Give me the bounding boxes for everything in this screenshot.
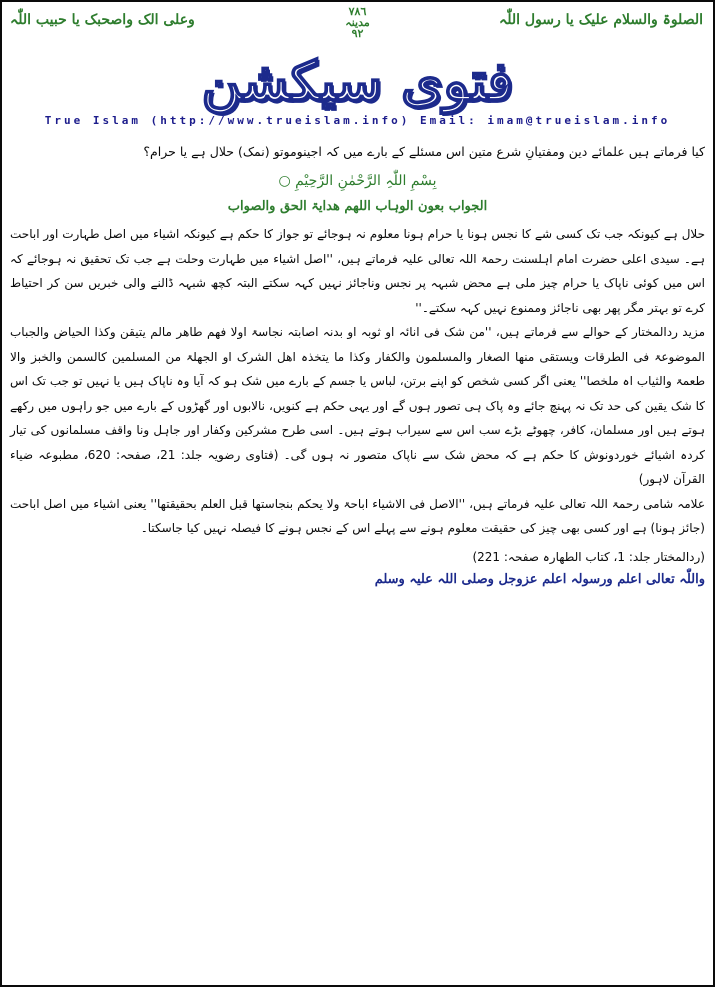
answer-paragraph: حلال ہے کیونکہ جب تک کسی شے کا نجس ہونا یا حرام ہونا معلوم نہ ہوجائے تو جواز کا حکم ہے کیونکہ اشیاء میں اصل طہارت اور اباحت ہے۔ سیدی اعلی حضرت امام اہلسنت رحمۃ اللہ تعالی علیہ فرماتے ہیں، ''اصل اشیاء میں طہارت وحلت ہے جب تک تحقیق نہ ہوجائے کہ اس میں کوئی ناپاک یا حرام چیز ملی ہے محض شبہہ پر نجس وناجائز نہیں کہہ سکتے البتہ کچھ شبہہ ڈالنے والی خبریں سن کر احتیاط کرے تو بہتر مگر پھر بھی ناجائز وممنوع نہیں کہہ سکتے۔'' bbox=[10, 227, 705, 315]
bismillah: بِسْمِ اللّٰہِ الرَّحْمٰنِ الرَّحِیْمِ ○ bbox=[278, 173, 437, 189]
fatwa-content bbox=[10, 136, 705, 591]
answer-heading: الجواب بعون الوہاب اللھم ھدایۃ الحق والصواب bbox=[227, 199, 488, 214]
salutation-left: وعلی الک واصحبک یا حبیب اللّٰہ bbox=[10, 12, 195, 28]
reference-citation: (ردالمختار جلد: 1، کتاب الطھارہ صفحہ: 221) bbox=[472, 549, 705, 564]
question-text: کیا فرماتے ہیں علمائے دین ومفتیانِ شرع متین اس مسئلے کے بارے میں کہ اجینوموتو (نمک) حلال ہے یا حرام؟ bbox=[143, 144, 705, 159]
date-line-2: مدینہ bbox=[345, 16, 370, 29]
site-info-line: True Islam (http://www.trueislam.info) Email: imam@trueislam.info bbox=[44, 114, 671, 127]
date-line-1: ۷۸٦ bbox=[348, 5, 367, 18]
salutation-right: الصلوۃ والسلام علیک یا رسول اللّٰہ bbox=[499, 12, 703, 28]
date-block bbox=[345, 6, 370, 39]
answer-paragraph: مزید ردالمختار کے حوالے سے فرماتے ہیں، ''من شک فی انائہ او ثوبہ او بدنہ اصابتہ نجاسۃ اولا فھم طاھر مالم یتیقن وکذا الحیاض والجباب الموضوعۃ فی الطرقات ویستقی منھا الصغار والمسلمون والکفار وکذا ما یتخذہ اھل الشرک او الجھلۃ من المسلمین کالسمن والخبز والا طعمۃ والثیاب اہ ملخصا'' یعنی اگر کسی شخص کو اپنے برتن، لباس یا جسم کے بارے میں شک ہو کہ آیا وہ ناپاک ہیں یا نہیں تو جب تک اس کا شک یقین کی حد تک نہ پہنچ جائے وہ پاک ہی تصور ہوں گے اور یہی حکم ہے کنویں، نالابوں اور گھڑوں کے بارے میں جو راہوں میں رکھے ہوتے ہیں اور مسلمان، کافر، چھوٹے بڑے سب اس سے سیراب ہوتے ہیں۔ اسی طرح مشرکین وکفار اور جاہل ونا واقف مسلمانوں کی تیار کردہ اشیائے خوردونوش کا حکم ہے کہ محض شک سے ناپاک متصور نہ ہوں گی۔ (فتاوی رضویہ جلد: 21، صفحہ: 620، مطبوعہ ضیاء القرآن لاہور) bbox=[10, 325, 705, 486]
page-title: فتوی سیکشن bbox=[201, 49, 514, 113]
date-line-3: ۹۲ bbox=[351, 27, 364, 40]
answer-body bbox=[10, 222, 705, 541]
header-bar bbox=[6, 6, 709, 50]
answer-paragraph: علامہ شامی رحمۃ اللہ تعالی علیہ فرماتے ہیں، ''الاصل فی الاشیاء اباحۃ ولا یحکم بنجاستھا قبل العلم بحقیقتھا'' یعنی اشیاء میں اصل اباحت (جائز ہونا) ہے اور کسی بھی چیز کی حقیقت معلوم ہونے سے پہلے اس کے نجس ہونے کا فیصلہ نہیں کیا جاسکتا۔ bbox=[10, 496, 705, 535]
closing-line: واللّٰہ تعالی اعلم ورسولہ اعلم عزوجل وصلی اللہ علیہ وسلم bbox=[374, 571, 705, 587]
